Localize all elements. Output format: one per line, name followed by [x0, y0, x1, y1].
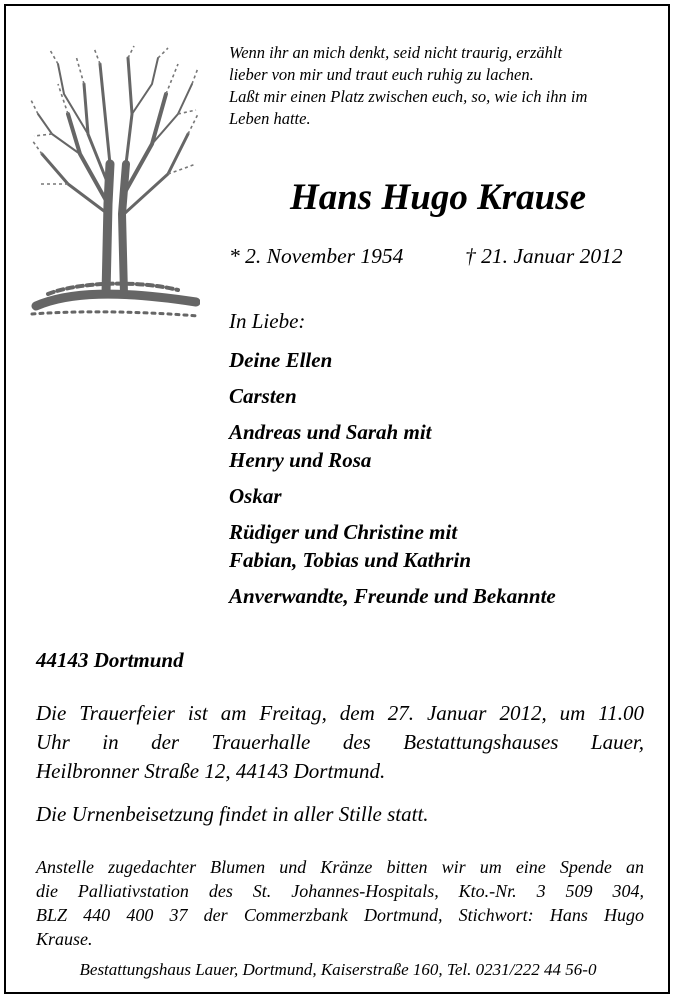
- mourner-line: Deine Ellen: [229, 348, 333, 372]
- funeral-line: Heilbronner Straße 12, 44143 Dortmund.: [36, 759, 386, 783]
- mourner-line: Henry und Rosa: [229, 448, 372, 472]
- mourner-line: Oskar: [229, 484, 282, 508]
- mourner-group: [229, 346, 649, 374]
- donation-line: Krause.: [36, 929, 93, 949]
- mourner-group: [229, 482, 649, 510]
- funeral-line: Die Trauerfeier ist am Freitag, dem 27. Januar 2012, um 11.00: [36, 701, 644, 725]
- mourner-group: [229, 382, 649, 410]
- donation-line: Anstelle zugedachter Blumen und Kränze bitten wir um eine Spende an: [36, 857, 644, 877]
- mourner-line: Rüdiger und Christine mit: [229, 520, 458, 544]
- tree-icon: [28, 44, 200, 324]
- city: 44143 Dortmund: [36, 648, 184, 672]
- mourner-line: Carsten: [229, 384, 297, 408]
- poem: [229, 42, 649, 130]
- poem-line: Laßt mir einen Platz zwischen euch, so, wie ich ihn im: [229, 87, 588, 106]
- donation-line: BLZ 440 400 37 der Commerzbank Dortmund, Stichwort: Hans Hugo: [36, 905, 644, 925]
- life-dates: [229, 244, 639, 269]
- donation-line: die Palliativstation des St. Johannes-Hospitals, Kto.-Nr. 3 509 304,: [36, 881, 644, 901]
- donation-notice: [36, 855, 644, 951]
- mourner-group: [229, 418, 649, 474]
- funeral-home-footer: Bestattungshaus Lauer, Dortmund, Kaiserstraße 160, Tel. 0231/222 44 56-0: [79, 960, 597, 979]
- mourner-line: Andreas und Sarah mit: [229, 420, 432, 444]
- death-date: † 21. Januar 2012: [465, 244, 623, 268]
- birth-date: * 2. November 1954: [229, 244, 404, 268]
- mourner-line: Anverwandte, Freunde und Bekannte: [229, 584, 556, 608]
- poem-line: lieber von mir und traut euch ruhig zu lachen.: [229, 65, 534, 84]
- funeral-line: Uhr in der Trauerhalle des Bestattungshauses Lauer,: [36, 730, 644, 754]
- mourners-list: [229, 346, 649, 618]
- mourner-group: [229, 582, 649, 610]
- mourners-intro: In Liebe:: [229, 309, 306, 333]
- poem-line: Leben hatte.: [229, 109, 311, 128]
- deceased-name: Hans Hugo Krause: [289, 177, 587, 218]
- mourner-line: Fabian, Tobias und Kathrin: [229, 548, 471, 572]
- mourner-group: [229, 518, 649, 574]
- poem-line: Wenn ihr an mich denkt, seid nicht traurig, erzählt: [229, 43, 563, 62]
- urn-notice: Die Urnenbeisetzung findet in aller Stille statt.: [36, 802, 429, 826]
- funeral-notice: [36, 699, 644, 786]
